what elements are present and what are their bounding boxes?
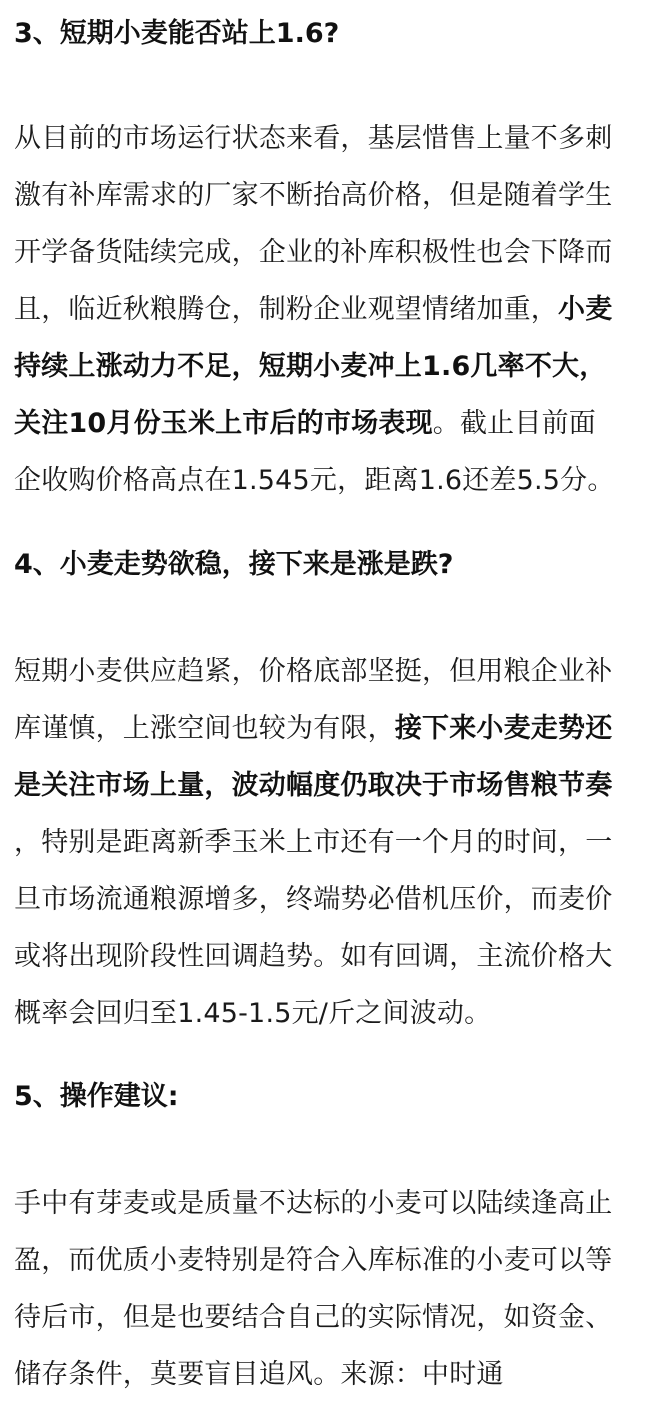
text-run: 企收购价格高点在1.545元，距离1.6还差5.5分。	[14, 465, 615, 496]
text-run: 激有补库需求的厂家不断抬高价格，但是随着学生	[14, 180, 613, 211]
text-run: 待后市，但是也要结合自己的实际情况，如资金、	[14, 1302, 613, 1333]
text-run: 。截止目前面	[432, 408, 596, 439]
text-line	[14, 871, 650, 928]
section-5-heading: 5、操作建议:	[14, 1081, 179, 1112]
text-run: 短期小麦供应趋紧，价格底部坚挺，但用粮企业补	[14, 656, 613, 687]
text-line	[14, 452, 650, 509]
text-line	[14, 1175, 650, 1232]
text-line	[14, 338, 650, 395]
text-line	[14, 814, 650, 871]
section-5-paragraph	[14, 1175, 650, 1403]
text-line	[14, 1346, 650, 1403]
bold-text-run: 小麦	[558, 294, 613, 325]
text-run: 盈，而优质小麦特别是符合入库标准的小麦可以等	[14, 1245, 613, 1276]
text-line	[14, 643, 650, 700]
bold-text-run: 是关注市场上量，波动幅度仍取决于市场售粮节奏	[14, 770, 613, 801]
section-3-heading: 3、短期小麦能否站上1.6?	[14, 18, 340, 49]
bold-text-run: 持续上涨动力不足，短期小麦冲上1.6几率不大，	[14, 351, 607, 382]
text-run: 或将出现阶段性回调趋势。如有回调，主流价格大	[14, 941, 613, 972]
text-run: 旦市场流通粮源增多，终端势必借机压价，而麦价	[14, 884, 613, 915]
text-run: ，特别是距离新季玉米上市还有一个月的时间，一	[14, 827, 613, 858]
text-line	[14, 985, 650, 1042]
text-line	[14, 395, 650, 452]
text-run: 储存条件，莫要盲目追风。来源：中时通	[14, 1359, 504, 1390]
bold-text-run: 接下来小麦走势还	[394, 713, 613, 744]
text-run: 手中有芽麦或是质量不达标的小麦可以陆续逢高止	[14, 1188, 613, 1219]
text-line	[14, 700, 650, 757]
text-line	[14, 1289, 650, 1346]
text-line	[14, 1232, 650, 1289]
text-line	[14, 167, 650, 224]
text-line	[14, 281, 650, 338]
text-line	[14, 110, 650, 167]
text-line	[14, 224, 650, 281]
text-run: 从目前的市场运行状态来看，基层惜售上量不多刺	[14, 123, 613, 154]
section-4-paragraph	[14, 643, 650, 1042]
bold-text-run: 关注10月份玉米上市后的市场表现	[14, 408, 433, 439]
text-line	[14, 928, 650, 985]
text-run: 概率会回归至1.45-1.5元/斤之间波动。	[14, 998, 492, 1029]
section-3-paragraph	[14, 110, 650, 509]
text-line	[14, 757, 650, 814]
text-run: 库谨慎，上涨空间也较为有限，	[14, 713, 395, 744]
section-4-heading: 4、小麦走势欲稳，接下来是涨是跌?	[14, 549, 454, 580]
text-run: 开学备货陆续完成，企业的补库积极性也会下降而	[14, 237, 613, 268]
text-run: 且，临近秋粮腾仓，制粉企业观望情绪加重，	[14, 294, 558, 325]
